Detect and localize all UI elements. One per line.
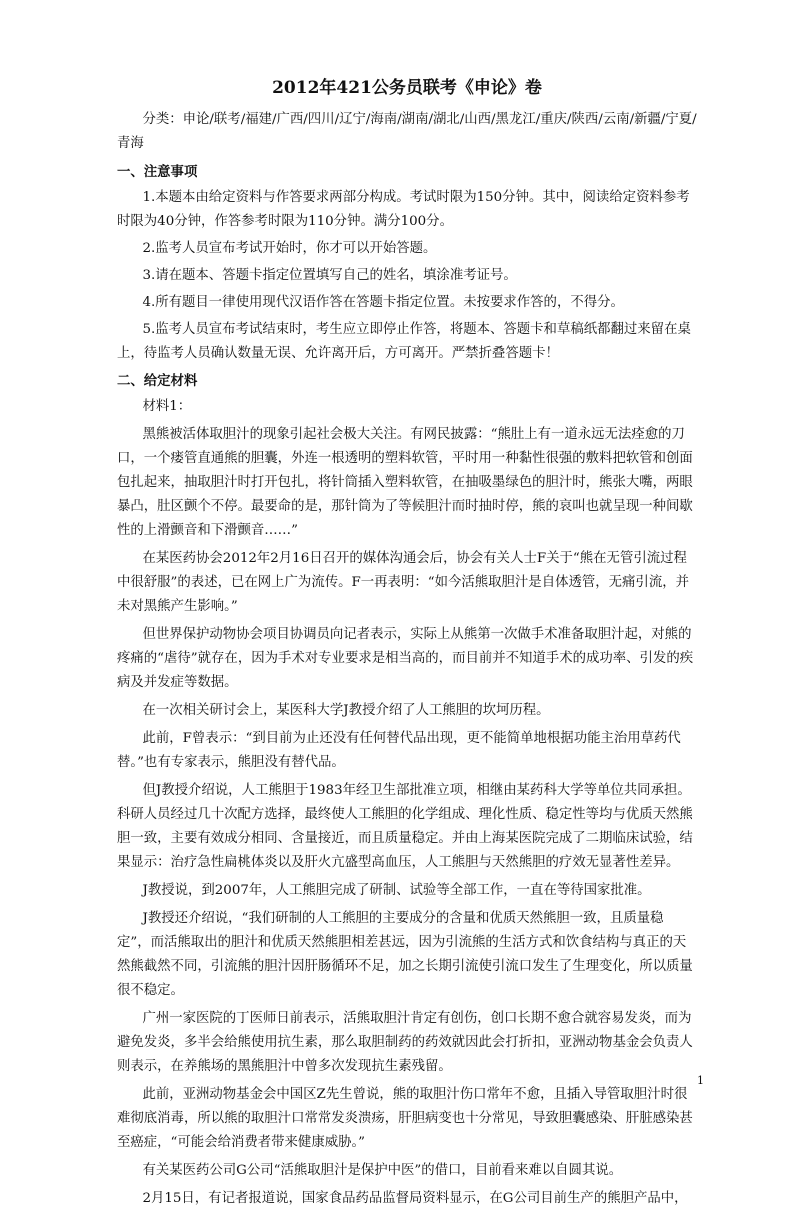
document-body	[117, 76, 697, 1215]
material-paragraph: 在某医药协会2012年2月16日召开的媒体沟通会后，协会有关人士F关于“熊在无管引流过程中很舒服”的表述，已在网上广为流传。F一再表明：“如今活熊取胆汁是自体透管，无痛引流，并未对黑熊产生影响。”	[117, 551, 689, 614]
notice-item: 3.请在题本、答题卡指定位置填写自己的姓名，填涂准考证号。	[142, 268, 517, 283]
material-paragraph: 有关某医药公司G公司“活熊取胆汁是保护中医”的借口，目前看来难以自圆其说。	[142, 1163, 623, 1178]
section-heading-materials: 二、给定材料	[117, 373, 198, 389]
material-paragraph: 此前，亚洲动物基金会中国区Z先生曾说，熊的取胆汁伤口常年不愈，且插入导管取胆汁时很难彻底消毒，所以熊的取胆汁口常常发炎溃疡，肝胆病变也十分常见，导致胆囊感染、肝脏感染甚至癌症，“可能会给消费者带来健康威胁。”	[117, 1087, 693, 1150]
section-heading-notices: 一、注意事项	[117, 164, 198, 180]
page-number: 1	[697, 1074, 704, 1087]
notice-item: 4.所有题目一律使用现代汉语作答在答题卡指定位置。未按要求作答的，不得分。	[142, 295, 624, 310]
material-label: 材料1：	[142, 399, 192, 414]
notice-item: 2.监考人员宣布考试开始时，你才可以开始答题。	[142, 241, 437, 256]
material-paragraph: 但J教授介绍说，人工熊胆于1983年经卫生部批准立项，相继由某药科大学等单位共同承担。科研人员经过几十次配方选择，最终使人工熊胆的化学组成、理化性质、稳定性等均与优质天然熊胆一致，主要有效成分相同、含量接近，而且质量稳定。并由上海某医院完成了二期临床试验，结果显示：治疗急性扁桃体炎以及肝火亢盛型高血压，人工熊胆与天然熊胆的疗效无显著性差异。	[117, 783, 693, 870]
document-title: 2012年421公务员联考《申论》卷	[272, 78, 542, 98]
material-paragraph: 广州一家医院的丁医师日前表示，活熊取胆汁肯定有创伤，创口长期不愈合就容易发炎，而为避免发炎，多半会给熊使用抗生素，那么取胆制药的药效就因此会打折扣，亚洲动物基金会负责人则表示，在养熊场的黑熊胆汁中曾多次发现抗生素残留。	[117, 1011, 693, 1074]
material-paragraph: 黑熊被活体取胆汁的现象引起社会极大关注。有网民披露：“熊肚上有一道永远无法痊愈的刀口，一个瘘管直通熊的胆囊，外连一根透明的塑料软管，平时用一种黏性很强的敷料把软管和创面包扎起来，抽取胆汁时打开包扎，将针筒插入塑料软管，在抽吸墨绿色的胆汁时，熊张大嘴，两眼暴凸，肚区颤个不停。最要命的是，那针筒为了等候胆汁而时抽时停，熊的哀叫也就呈现一种间歇性的上滑颤音和下滑颤音……”	[117, 427, 693, 538]
material-paragraph: 在一次相关研讨会上，某医科大学J教授介绍了人工熊胆的坎坷历程。	[142, 703, 550, 718]
material-paragraph: J教授还介绍说，“我们研制的人工熊胆的主要成分的含量和优质天然熊胆一致，且质量稳定”，而活熊取出的胆汁和优质天然熊胆相差甚远，因为引流熊的生活方式和饮食结构与真正的天然熊截然不同，引流熊的胆汁因肝肠循环不足，加之长期引流使引流口发生了生理变化，所以质量很不稳定。	[117, 911, 693, 998]
notice-item: 1.本题本由给定资料与作答要求两部分构成。考试时限为150分钟。其中，阅读给定资料参考时限为40分钟，作答参考时限为110分钟。满分100分。	[117, 190, 690, 229]
material-paragraph: 2月15日，有记者报道说，国家食品药品监督局资料显示，在G公司目前生产的熊胆产品中，	[142, 1191, 688, 1206]
material-paragraph: J教授说，到2007年，人工熊胆完成了研制、试验等全部工作，一直在等待国家批准。	[142, 883, 651, 898]
notice-item: 5.监考人员宣布考试结束时，考生应立即停止作答，将题本、答题卡和草稿纸都翻过来留在桌上，待监考人员确认数量无误、允许离开后，方可离开。严禁折叠答题卡！	[117, 322, 691, 361]
material-paragraph: 此前，F曾表示：“到目前为止还没有任何替代品出现，更不能简单地根据功能主治用草药代替。”也有专家表示，熊胆没有替代品。	[117, 731, 681, 770]
material-paragraph: 但世界保护动物协会项目协调员向记者表示，实际上从熊第一次做手术准备取胆汁起，对熊的疼痛的“虐待”就存在，因为手术对专业要求是相当高的，而目前并不知道手术的成功率、引发的疾病及并发症等数据。	[117, 627, 694, 690]
category-line: 分类：申论/联考/福建/广西/四川/辽宁/海南/湖南/湖北/山西/黑龙江/重庆/陕西/云南/新疆/宁夏/青海	[117, 112, 697, 151]
